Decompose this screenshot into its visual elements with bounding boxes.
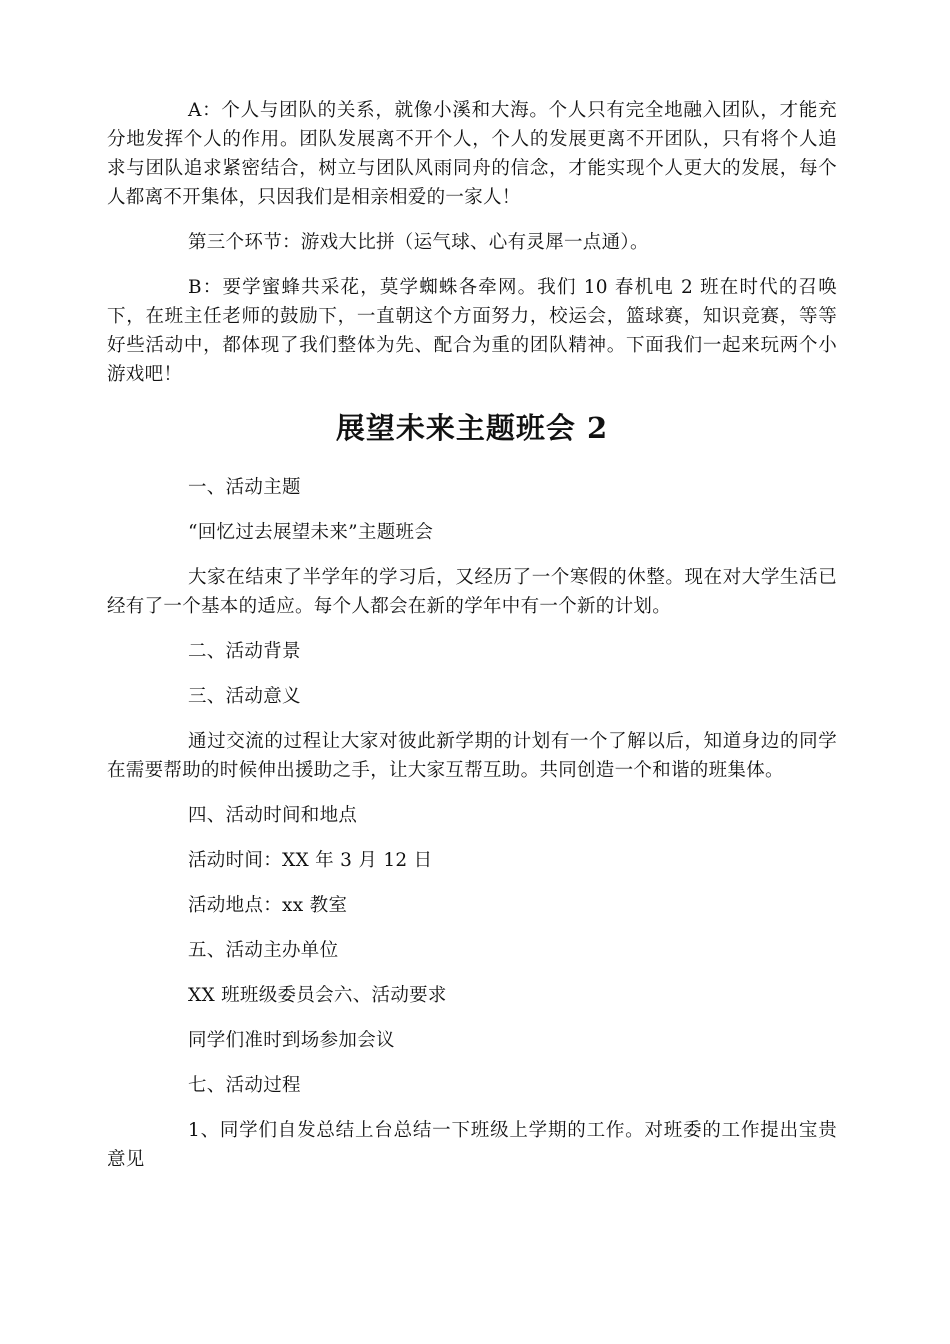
heading-organizer: 五、活动主办单位 <box>188 940 339 961</box>
paragraph-team-relationship: A：个人与团队的关系，就像小溪和大海。个人只有完全地融入团队，才能充分地发挥个人的作用。团队发展离不开个人，个人的发展更离不开团队，只有将个人追求与团队追求紧密结合，树立与团队风雨同舟的信念，才能实现个人更大的发展，每个人都离不开集体，只因我们是相亲相爱的一家人！ <box>107 100 837 208</box>
document-title: 展望未来主题班会 2 <box>335 411 609 445</box>
paragraph-activity-place: 活动地点：xx 教室 <box>188 895 348 916</box>
paragraph-organizer: XX 班班级委员会六、活动要求 <box>188 985 447 1006</box>
document-page <box>107 96 837 1190</box>
heading-activity-theme: 一、活动主题 <box>188 477 301 498</box>
paragraph-activity-time: 活动时间：XX 年 3 月 12 日 <box>188 850 433 871</box>
paragraph-intro: 大家在结束了半学年的学习后，又经历了一个寒假的休整。现在对大学生活已经有了一个基本的适应。每个人都会在新的学年中有一个新的计划。 <box>107 567 837 617</box>
paragraph-bee-spider: B：要学蜜蜂共采花，莫学蜘蛛各牵网。我们 10 春机电 2 班在时代的召唤下，在班主任老师的鼓励下，一直朝这个方面努力，校运会，篮球赛，知识竞赛，等等好些活动中，都体现了我们整体为先、配合为重的团队精神。下面我们一起来玩两个小游戏吧！ <box>107 277 837 385</box>
paragraph-third-stage: 第三个环节：游戏大比拼（运气球、心有灵犀一点通）。 <box>188 232 649 253</box>
heading-time-place: 四、活动时间和地点 <box>188 805 358 826</box>
heading-activity-meaning: 三、活动意义 <box>188 686 301 707</box>
paragraph-requirement: 同学们准时到场参加会议 <box>188 1030 395 1051</box>
paragraph-process-step-1: 1、同学们自发总结上台总结一下班级上学期的工作。对班委的工作提出宝贵意见 <box>107 1120 837 1170</box>
paragraph-theme-name: “回忆过去展望未来”主题班会 <box>188 522 434 543</box>
heading-activity-process: 七、活动过程 <box>188 1075 301 1096</box>
paragraph-meaning: 通过交流的过程让大家对彼此新学期的计划有一个了解以后，知道身边的同学在需要帮助的时候伸出援助之手，让大家互帮互助。共同创造一个和谐的班集体。 <box>107 731 837 781</box>
heading-activity-background: 二、活动背景 <box>188 641 301 662</box>
